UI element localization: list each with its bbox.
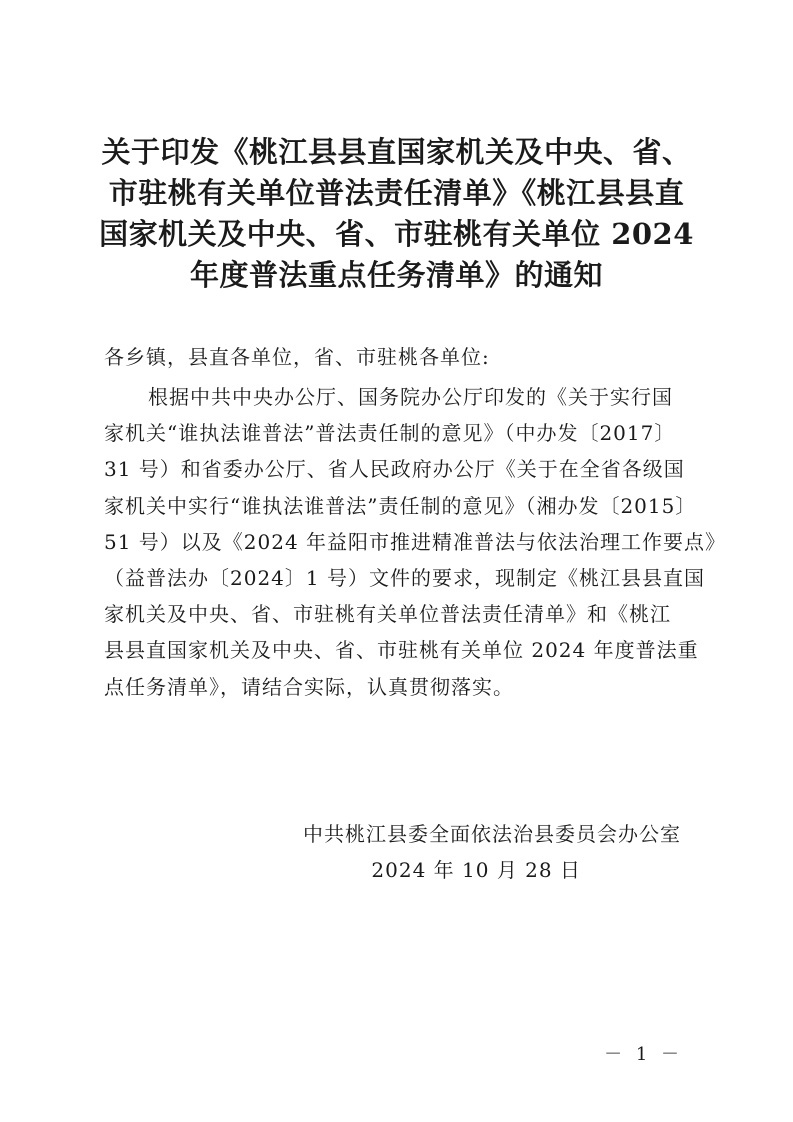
- title-line-4: 年度普法重点任务清单》的通知: [189, 258, 603, 292]
- title-line-2: 市驻桃有关单位普法责任清单》《桃江县县直: [108, 176, 685, 210]
- body-line: 家机关及中央、省、市驻桃有关单位普法责任清单》和《桃江: [104, 602, 671, 627]
- body-line: 县县直国家机关及中央、省、市驻桃有关单位 2024 年度普法重: [104, 638, 699, 663]
- body-line: 31 号）和省委办公厅、省人民政府办公厅《关于在全省各级国: [104, 457, 685, 482]
- body-line: 点任务清单》，请结合实际，认真贯彻落实。: [104, 674, 514, 699]
- title-line-1: 关于印发《桃江县县直国家机关及中央、省、: [101, 135, 692, 169]
- body-line: 家机关“谁执法谁普法”普法责任制的意见》（中办发〔2017〕: [104, 421, 676, 446]
- body-line: （益普法办〔2024〕1 号）文件的要求，现制定《桃江县县直国: [104, 566, 705, 591]
- salutation: 各乡镇，县直各单位，省、市驻桃各单位:: [104, 345, 490, 369]
- body-paragraph: [104, 379, 727, 705]
- title-line-3: 国家机关及中央、省、市驻桃有关单位 2024: [99, 217, 694, 251]
- body-line: 51 号）以及《2024 年益阳市推进精准普法与依法治理工作要点》: [104, 529, 727, 554]
- issue-date: 2024 年 10 月 28 日: [371, 858, 581, 882]
- body-line: 根据中共中央办公厅、国务院办公厅印发的《关于实行国: [148, 385, 673, 409]
- page-number: － 1 －: [604, 1044, 683, 1065]
- signature-block: [303, 816, 681, 888]
- body-line: 家机关中实行“谁执法谁普法”责任制的意见》（湘办发〔2015〕: [104, 493, 697, 518]
- document-title: [80, 132, 713, 296]
- issuer-name: 中共桃江县委全面依法治县委员会办公室: [303, 822, 681, 846]
